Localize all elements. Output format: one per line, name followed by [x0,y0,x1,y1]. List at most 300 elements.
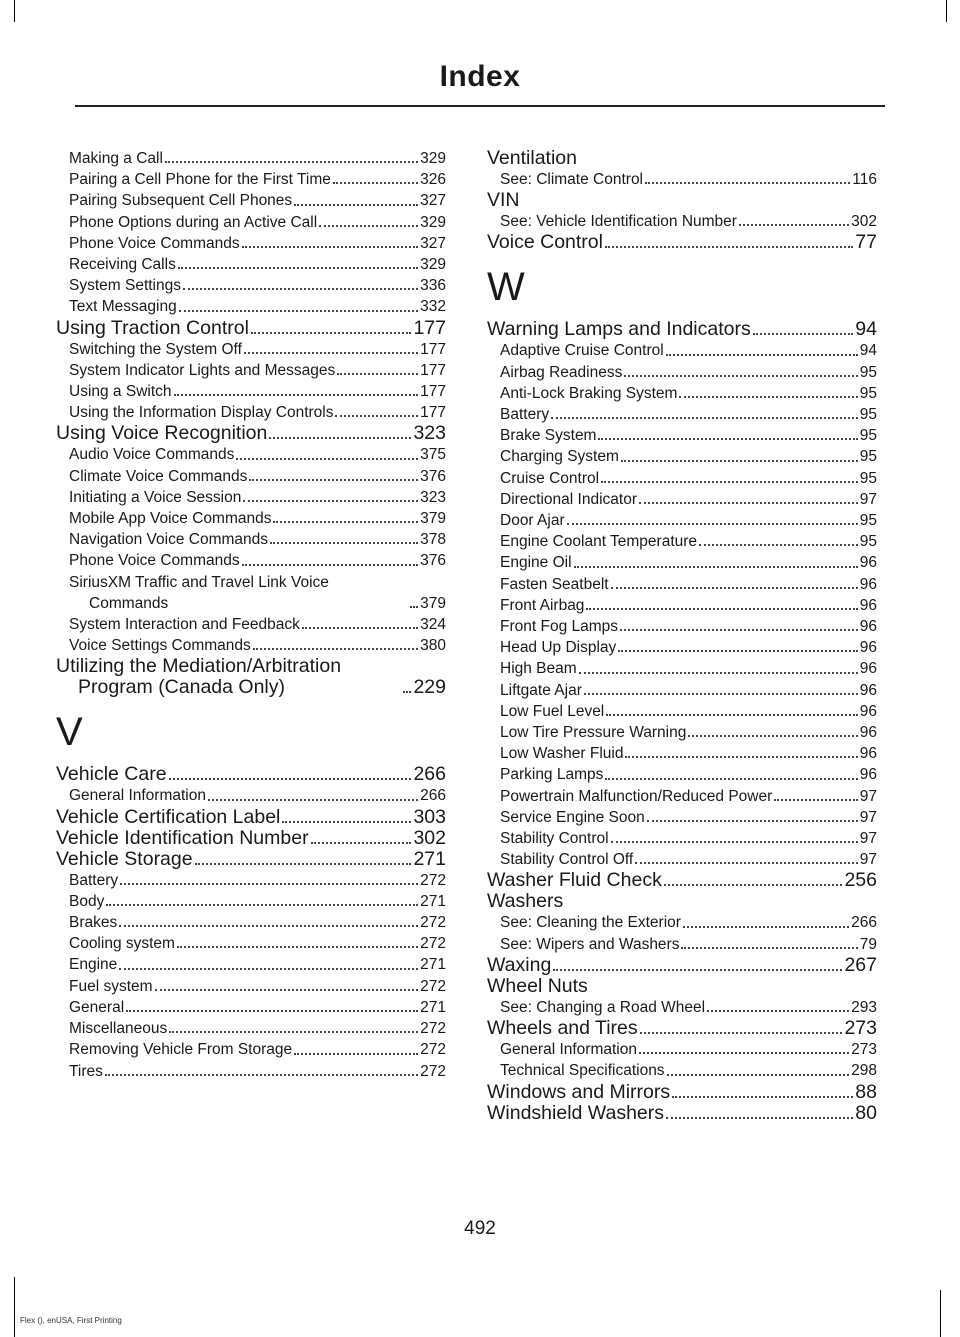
index-subentry[interactable] [56,339,446,360]
index-subentry[interactable] [487,169,877,190]
page-reference: 271 [413,847,446,870]
entry-label: Adaptive Cruise Control [500,342,664,360]
index-subentry[interactable] [56,1018,446,1039]
page-reference: 293 [851,998,877,1016]
index-subentry[interactable] [487,807,877,828]
page-reference: 94 [855,318,877,341]
index-subentry[interactable] [487,531,877,552]
entry-label: Climate Voice Commands [69,467,248,485]
index-subentry[interactable] [56,508,446,529]
dot-leader [179,310,418,312]
index-subentry[interactable] [56,635,446,656]
page-reference: 177 [420,383,446,401]
entry-label: See: Climate Control [500,171,644,188]
entry-label: Fasten Seatbelt [500,575,609,593]
index-entry[interactable] [487,870,877,891]
dot-leader [606,714,857,716]
entry-label: Windows and Mirrors [487,1080,671,1103]
index-subentry[interactable] [56,870,446,891]
page-reference: 95 [859,384,877,402]
dot-leader [119,968,418,970]
index-subentry[interactable] [487,211,877,232]
page-reference: 272 [420,914,446,932]
entry-label: Making a Call [69,150,163,167]
entry-label: Battery [69,871,119,889]
page-reference: 272 [420,977,446,995]
entry-label: Stability Control [500,830,609,848]
entry-label: Washer Fluid Check [487,869,662,892]
crop-mark [14,0,15,22]
entry-label: Low Washer Fluid [500,745,624,763]
dot-leader [620,629,858,631]
page-reference: 271 [420,998,446,1016]
index-subentry[interactable] [487,446,877,467]
dot-leader [335,415,418,417]
entry-label: Cruise Control [500,469,600,487]
entry-label: Door Ajar [500,512,565,530]
entry-label: Pairing a Cell Phone for the First Time [69,171,331,189]
page-reference: 324 [420,616,446,634]
index-entry[interactable] [56,764,446,785]
entry-label: Using a Switch [69,383,172,401]
index-subentry[interactable] [56,1039,446,1060]
dot-leader [683,926,849,928]
page-reference: 327 [420,234,446,252]
dot-leader [120,883,418,885]
entry-label: Initiating a Voice Session [69,488,242,506]
entry-label: Brakes [69,914,118,932]
entry-label: Switching the System Off [69,340,242,358]
index-subentry[interactable] [487,404,877,425]
index-entry[interactable] [487,1103,877,1124]
index-subentry[interactable] [56,912,446,933]
page-reference: 97 [859,808,877,826]
page-reference: 95 [859,427,877,445]
dot-leader [333,182,418,184]
dot-leader [688,735,857,737]
page-reference: 380 [420,637,446,655]
entry-label: Fuel system [69,977,153,995]
index-subentry[interactable] [487,658,877,679]
index-subentry[interactable] [487,616,877,637]
dot-leader [639,502,858,504]
entry-label: Engine Coolant Temperature [500,533,698,551]
dot-leader [195,863,412,865]
index-heading: Wheel Nuts [487,974,588,997]
entry-label: Navigation Voice Commands [69,531,269,549]
index-subentry[interactable] [487,468,877,489]
dot-leader [236,458,418,460]
dot-leader [177,946,418,948]
dot-leader [208,799,418,801]
index-entry[interactable] [56,656,446,698]
index-subentry[interactable] [56,933,446,954]
index-subentry[interactable] [487,595,877,616]
dot-leader [635,862,858,864]
page-reference: 96 [859,639,877,657]
index-subentry[interactable] [56,360,446,381]
index-subentry[interactable] [487,510,877,531]
entry-label: Battery [500,406,550,424]
entry-label: Vehicle Identification Number [56,826,309,849]
index-subentry[interactable] [56,190,446,211]
dot-leader [249,479,418,481]
dot-leader [302,627,418,629]
page-reference: 95 [859,406,877,424]
dot-leader [574,566,858,568]
page-reference: 96 [859,618,877,636]
index-subentry[interactable] [56,254,446,275]
page-reference: 329 [420,213,446,231]
index-subentry[interactable] [487,637,877,658]
entry-label: See: Cleaning the Exterior [500,914,681,932]
page-reference: 177 [413,316,446,339]
dot-leader [319,225,418,227]
index-entry[interactable] [487,232,877,253]
dot-leader [621,460,858,462]
dot-leader [183,288,418,290]
page-reference: 376 [420,552,446,570]
page-reference: 323 [420,488,446,506]
dot-leader [664,884,843,886]
page-reference: 96 [859,554,877,572]
dot-leader [106,904,418,906]
dot-leader [410,606,418,608]
entry-label: Phone Voice Commands [69,552,240,570]
index-subentry[interactable] [487,786,877,807]
index-heading: Ventilation [487,147,577,169]
dot-leader [666,354,858,356]
dot-leader [337,373,418,375]
index-subentry[interactable] [56,785,446,806]
dot-leader [178,267,418,269]
entry-label: Stability Control Off [500,851,634,869]
index-subentry[interactable] [487,489,877,510]
footer-text: Flex (), enUSA, First Printing [20,1316,122,1325]
index-entry[interactable] [487,1018,877,1039]
index-subentry[interactable] [487,680,877,701]
dot-leader [119,925,418,927]
page-reference: 336 [420,277,446,295]
page-reference: 95 [859,533,877,551]
index-subentry[interactable] [487,1060,877,1081]
dot-leader [707,1010,849,1012]
page-reference: 177 [420,361,446,379]
dot-leader [647,820,858,822]
index-subentry[interactable] [487,849,877,870]
entry-label: Removing Vehicle From Storage [69,1041,293,1059]
entry-label: Tires [69,1062,103,1080]
page-reference: 95 [859,469,877,487]
index-subentry[interactable] [56,466,446,487]
page-title: Index [439,60,521,93]
page-reference: 96 [859,766,877,784]
dot-leader [753,333,854,335]
index-subentry[interactable] [487,362,877,383]
dot-leader [273,521,418,523]
entry-label: Pairing Subsequent Cell Phones [69,192,293,210]
dot-leader [579,672,858,674]
page-reference: 329 [420,150,446,167]
dot-leader [666,1117,853,1119]
dot-leader [165,161,418,163]
page-reference: 95 [859,363,877,381]
entry-label: See: Vehicle Identification Number [500,213,737,231]
entry-label: Cooling system [69,935,175,953]
page-reference: 273 [844,1017,877,1040]
index-subentry[interactable] [56,148,446,169]
entry-label: Head Up Display [500,639,617,657]
index-subentry[interactable] [56,275,446,296]
page-reference: 375 [420,446,446,464]
index-subentry[interactable] [56,381,446,402]
dot-leader [169,778,412,780]
dot-leader [699,544,858,546]
page-reference: 272 [420,1062,446,1080]
header-divider [75,105,885,107]
index-subentry[interactable] [487,701,877,722]
index-subentry[interactable] [56,614,446,635]
page-reference: 272 [420,935,446,953]
dot-leader [567,523,858,525]
index-subentry[interactable] [487,425,877,446]
index-subentry[interactable] [487,912,877,933]
dot-leader [639,1052,849,1054]
index-subentry[interactable] [487,743,877,764]
entry-label: Low Tire Pressure Warning [500,724,687,742]
page-reference: 376 [420,467,446,485]
entry-label: Phone Voice Commands [69,234,240,252]
entry-label: Wheels and Tires [487,1017,638,1040]
entry-label: Engine Oil [500,554,572,572]
dot-leader [294,1053,418,1055]
index-subentry[interactable] [487,828,877,849]
dot-leader [242,564,419,566]
entry-label: Warning Lamps and Indicators [487,318,751,341]
dot-leader [282,821,411,823]
page-reference: 303 [413,805,446,828]
dot-leader [739,224,849,226]
dot-leader [640,1032,843,1034]
index-entry[interactable] [56,828,446,849]
index-entry[interactable] [56,807,446,828]
index-entry[interactable] [487,1082,877,1103]
entry-label: Brake System [500,427,597,445]
dot-leader [679,396,857,398]
page-reference: 177 [420,340,446,358]
crop-mark [946,0,947,22]
page-reference: 266 [851,914,877,932]
crop-mark [940,1290,941,1337]
dot-leader [681,947,857,949]
entry-label: See: Changing a Road Wheel [500,998,706,1016]
index-entry[interactable] [487,955,877,976]
dot-leader [270,542,418,544]
dot-leader [294,204,418,206]
dot-leader [774,799,858,801]
entry-label: Using Voice Recognition [56,422,268,445]
page-reference: 302 [851,213,877,231]
dot-leader [551,417,858,419]
index-subentry[interactable] [56,212,446,233]
dot-leader [598,438,857,440]
dot-leader [242,246,419,248]
index-subentry[interactable] [56,891,446,912]
index-subentry[interactable] [56,1061,446,1082]
dot-leader [605,778,857,780]
page-reference: 77 [855,231,877,254]
dot-leader [253,648,418,650]
entry-label: Technical Specifications [500,1062,665,1080]
entry-label: Audio Voice Commands [69,446,235,464]
dot-leader [611,587,858,589]
entry-label: System Interaction and Feedback [69,616,300,634]
dot-leader [105,1074,418,1076]
dot-leader [251,332,412,334]
page-reference: 95 [859,512,877,530]
dot-leader [601,481,858,483]
page-reference: 327 [420,192,446,210]
entry-label: Vehicle Storage [56,847,193,870]
page-reference: 273 [851,1041,877,1059]
index-subentry[interactable] [56,550,446,571]
page-reference: 97 [859,787,877,805]
index-subentry[interactable] [56,402,446,423]
page-reference: 96 [859,575,877,593]
index-subentry[interactable] [487,1039,877,1060]
dot-leader [403,691,411,693]
entry-label: Charging System [500,448,619,466]
dot-leader [311,842,412,844]
entry-label: Front Fog Lamps [500,618,619,636]
index-subentry[interactable] [487,764,877,785]
entry-label: General [69,998,125,1016]
index-subentry[interactable] [56,233,446,254]
dot-leader [169,1031,418,1033]
index-subentry[interactable] [56,444,446,465]
entry-label: Body [69,892,105,910]
page-reference: 272 [420,1041,446,1059]
entry-label: Miscellaneous [69,1020,168,1038]
entry-label: Liftgate Ajar [500,681,582,699]
dot-leader [611,841,858,843]
page-reference: 271 [420,892,446,910]
page-reference: 97 [859,830,877,848]
entry-label: Utilizing the Mediation/Arbitration Program (Canada Only) [56,655,342,699]
page-reference: 267 [844,953,877,976]
page-reference: 96 [859,702,877,720]
page-reference: 96 [859,681,877,699]
dot-leader [605,246,853,248]
entry-label: See: Wipers and Washers [500,935,680,953]
index-subentry[interactable] [56,976,446,997]
index-entry[interactable] [56,849,446,870]
entry-label: Vehicle Certification Label [56,805,281,828]
index-subentry[interactable] [56,296,446,317]
page-reference: 88 [855,1080,877,1103]
index-subentry[interactable] [56,169,446,190]
index-column-left [56,148,446,1082]
index-subentry[interactable] [56,997,446,1018]
dot-leader [586,608,857,610]
page-reference: 378 [420,531,446,549]
entry-label: General Information [69,787,206,805]
page-reference: 323 [413,422,446,445]
page-reference: 95 [859,448,877,466]
entry-label: High Beam [500,660,577,678]
index-subentry[interactable] [56,487,446,508]
index-subentry[interactable] [487,574,877,595]
dot-leader [174,394,419,396]
index-subentry[interactable] [487,340,877,361]
dot-leader [155,989,419,991]
page-reference: 97 [859,851,877,869]
index-subentry[interactable] [56,954,446,975]
dot-leader [672,1096,853,1098]
index-column-right [487,148,877,1124]
page-reference: 272 [420,871,446,889]
page-reference: 96 [859,724,877,742]
page-number: 492 [464,1218,496,1239]
entry-label: Windshield Washers [487,1101,665,1124]
index-subentry[interactable] [487,552,877,573]
dot-leader [618,650,857,652]
page-reference: 326 [420,171,446,189]
entry-label: Airbag Readiness [500,363,623,381]
entry-label: Directional Indicator [500,490,637,508]
index-section-letter: W [487,265,525,310]
page-reference: 272 [420,1020,446,1038]
dot-leader [244,352,418,354]
entry-label: Receiving Calls [69,256,176,274]
entry-label: Anti-Lock Braking System [500,384,678,402]
dot-leader [243,500,418,502]
index-subentry[interactable] [487,934,877,955]
index-entry[interactable] [56,423,446,444]
page-reference: 79 [859,935,877,953]
page-reference: 266 [413,763,446,786]
page-reference: 80 [855,1101,877,1124]
page-reference: 256 [844,869,877,892]
page-reference: 379 [420,510,446,528]
index-subentry[interactable] [487,383,877,404]
entry-label: System Settings [69,277,181,295]
index-subentry[interactable] [487,722,877,743]
index-subentry[interactable] [56,529,446,550]
dot-leader [269,437,411,439]
index-entry[interactable] [56,318,446,339]
crop-mark [14,1277,15,1337]
page-reference: 116 [852,171,877,188]
entry-label: Voice Control [487,231,603,254]
page-reference: 271 [420,956,446,974]
entry-label: Low Fuel Level [500,702,605,720]
entry-label: Waxing [487,953,552,976]
page-reference: 302 [413,826,446,849]
index-subentry[interactable] [56,572,446,614]
index-entry[interactable] [487,319,877,340]
entry-label: Using Traction Control [56,316,249,339]
dot-leader [584,693,858,695]
index-subentry[interactable] [487,997,877,1018]
page-reference: 266 [420,787,446,805]
entry-label: Vehicle Care [56,763,167,786]
page-reference: 379 [420,594,446,612]
page-reference: 96 [859,745,877,763]
entry-label: General Information [500,1041,637,1059]
entry-label: Phone Options during an Active Call [69,213,318,231]
page-reference: 229 [413,676,446,699]
